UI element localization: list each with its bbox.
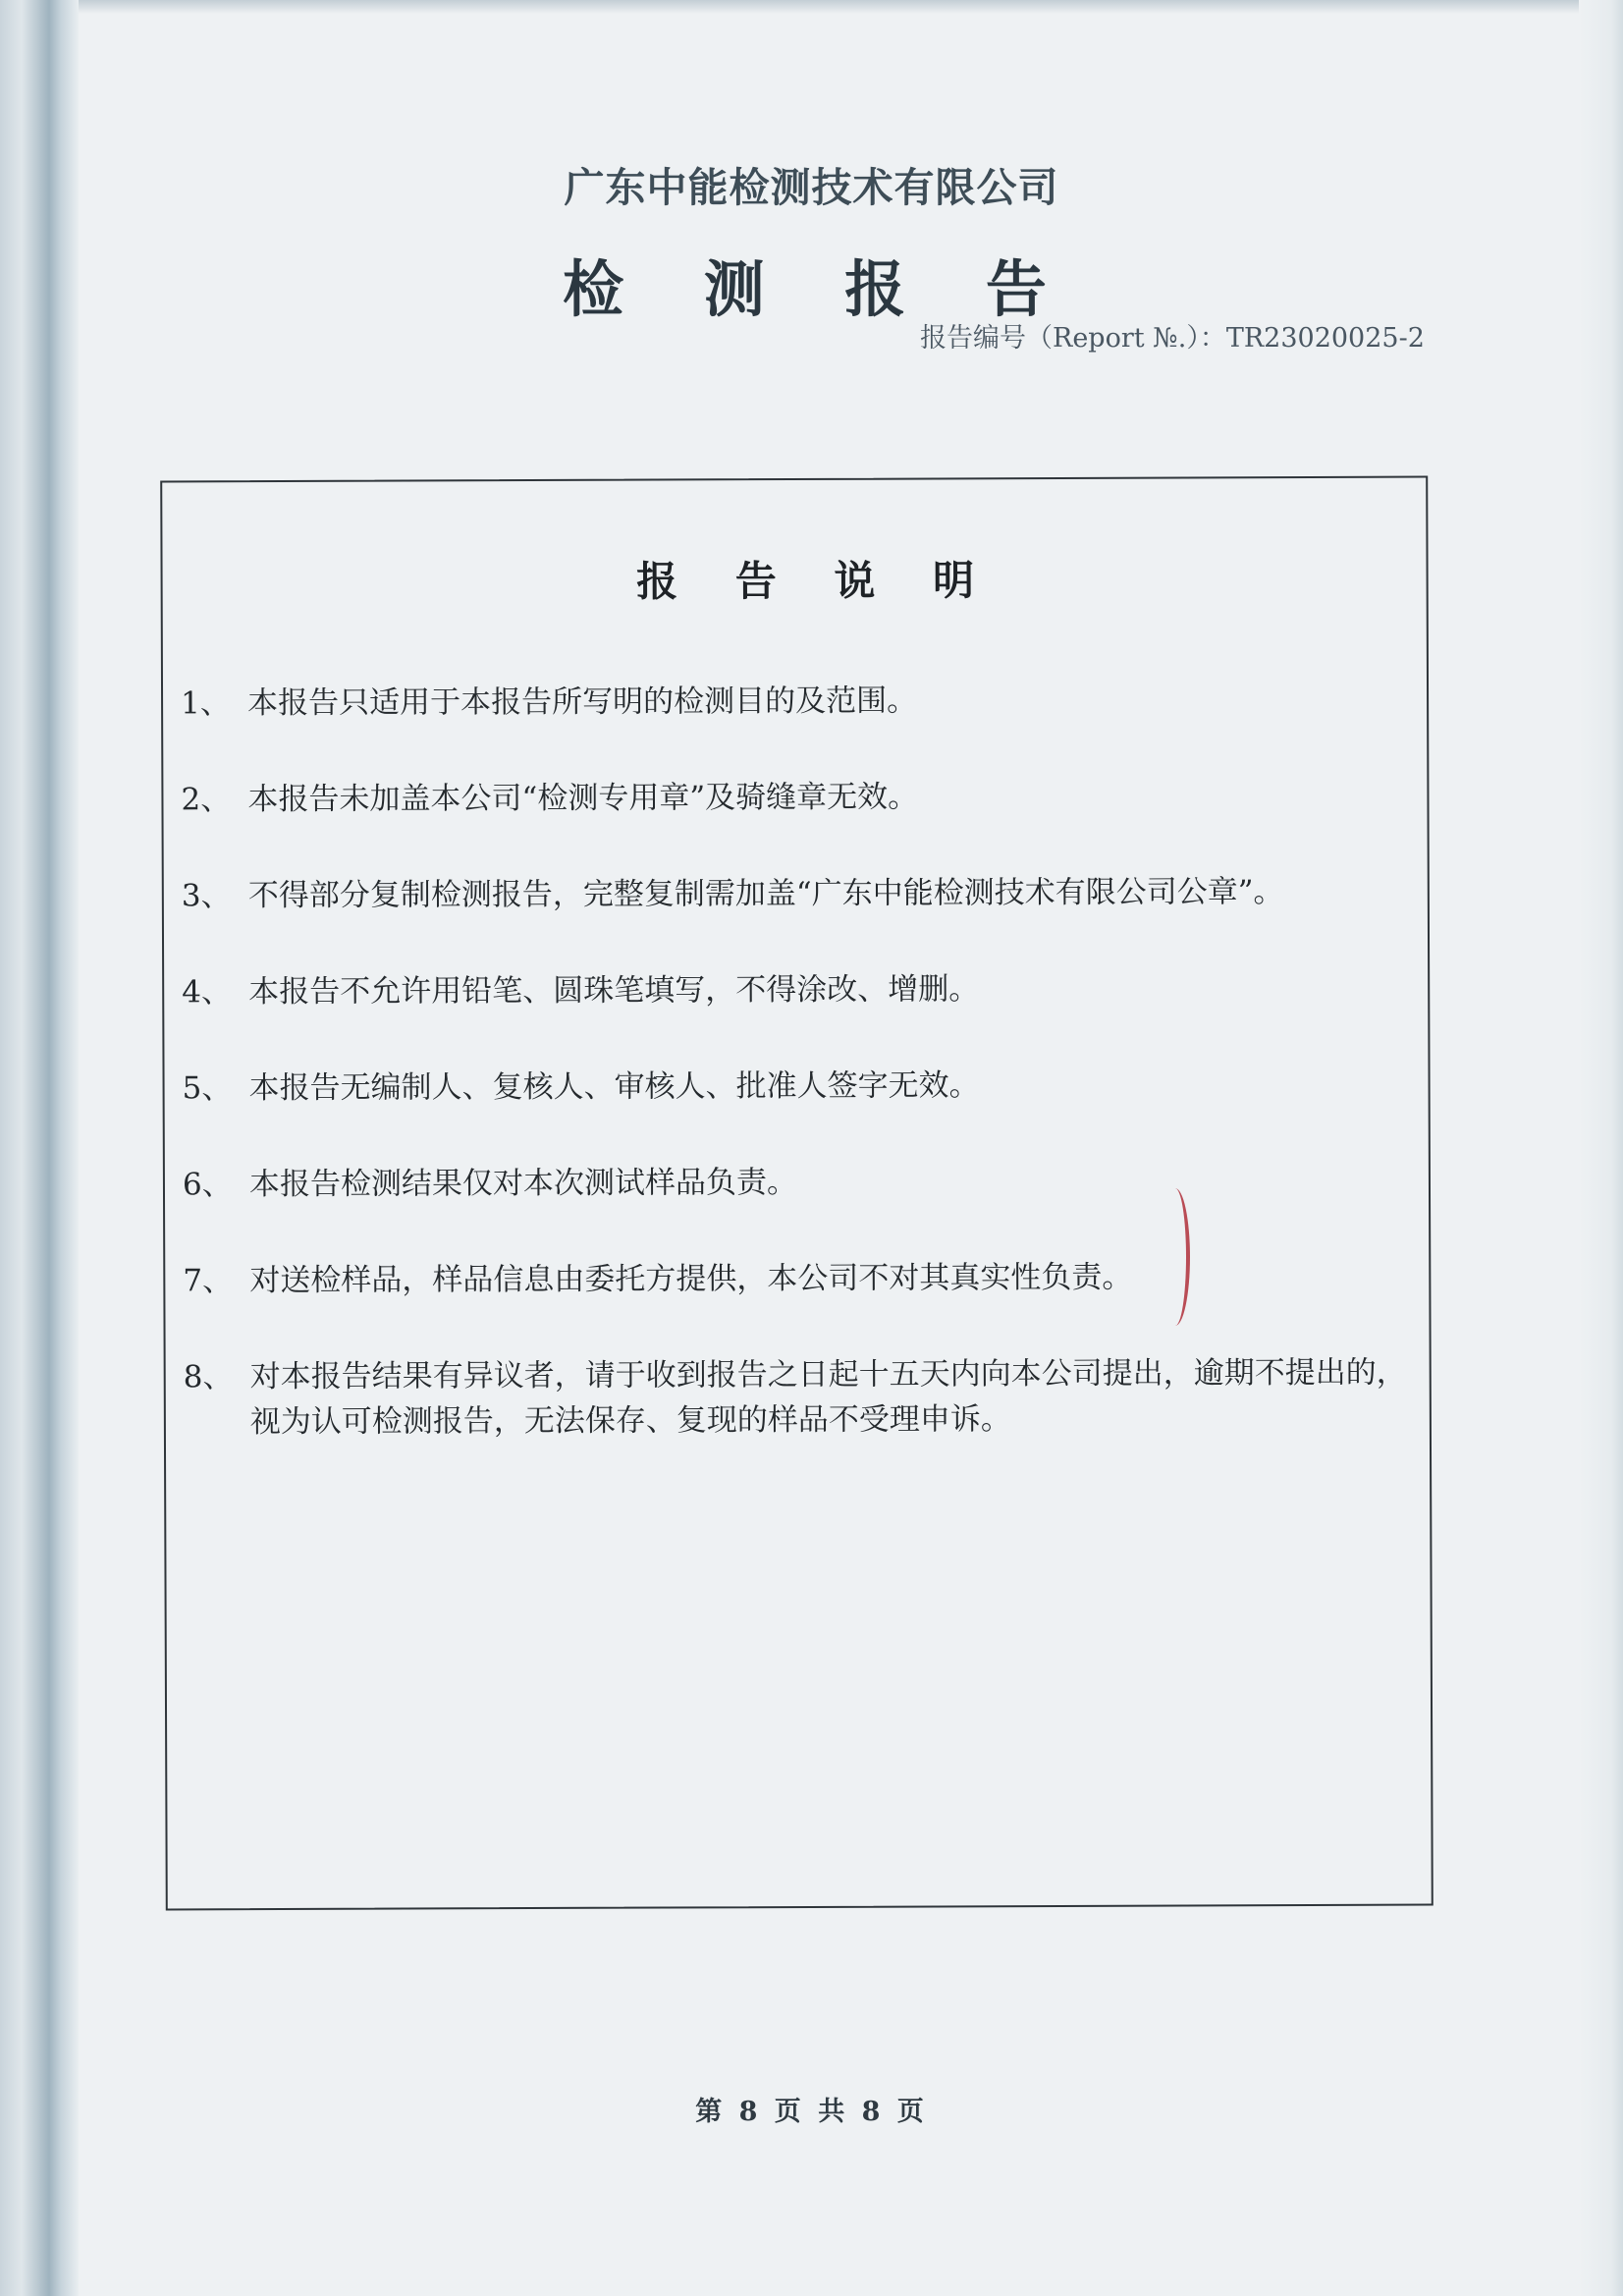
item-number: 6、 — [182, 1167, 233, 1203]
item-text: 不得部分复制检测报告，完整复制需加盖“广东中能检测技术有限公司公章”。 — [247, 874, 1284, 914]
document-title: 检 测 报 告 — [563, 253, 1076, 325]
seal-stamp-fragment — [1161, 1188, 1190, 1326]
item-text: 本报告只适用于本报告所写明的检测目的及范围。 — [247, 683, 918, 722]
statement-item-8 — [184, 1350, 1411, 1446]
item-number: 8、 — [183, 1359, 234, 1395]
report-number: 报告编号（Report №.）：TR23020025-2 — [920, 323, 1425, 354]
statement-item-2 — [181, 773, 1408, 823]
report-statement-box — [160, 476, 1434, 1911]
item-text: 本报告未加盖本公司“检测专用章”及骑缝章无效。 — [247, 779, 919, 818]
statement-item-4 — [182, 965, 1409, 1015]
item-text: 本报告无编制人、复核人、审核人、批准人签字无效。 — [248, 1067, 980, 1107]
item-text: 本报告检测结果仅对本次测试样品负责。 — [248, 1164, 798, 1203]
item-number: 7、 — [183, 1263, 234, 1299]
statement-item-3 — [182, 869, 1409, 919]
item-number: 3、 — [181, 878, 232, 914]
item-number: 2、 — [181, 782, 232, 818]
item-text: 本报告不允许用铅笔、圆珠笔填写，不得涂改、增删。 — [248, 971, 980, 1011]
item-number: 5、 — [182, 1070, 233, 1107]
scan-right-edge — [1579, 0, 1623, 2296]
statement-item-6 — [183, 1158, 1410, 1208]
statement-item-5 — [182, 1062, 1409, 1112]
scan-left-edge — [0, 0, 79, 2296]
statement-item-7 — [183, 1254, 1410, 1304]
item-text: 对本报告结果有异议者，请于收到报告之日起十五天内向本公司提出，逾期不提出的，视为认可检测报告，无法保存、复现的样品不受理申诉。 — [249, 1354, 1407, 1441]
item-text: 对送检样品，样品信息由委托方提供，本公司不对其真实性负责。 — [249, 1259, 1133, 1299]
item-number: 1、 — [181, 685, 231, 722]
company-name: 广东中能检测技术有限公司 — [564, 164, 1059, 211]
page-number: 第 8 页 共 8 页 — [695, 2097, 928, 2127]
item-number: 4、 — [182, 974, 233, 1011]
scan-top-edge — [0, 0, 1623, 14]
statement-title: 报 告 说 明 — [636, 556, 997, 606]
statement-item-1 — [181, 677, 1408, 727]
